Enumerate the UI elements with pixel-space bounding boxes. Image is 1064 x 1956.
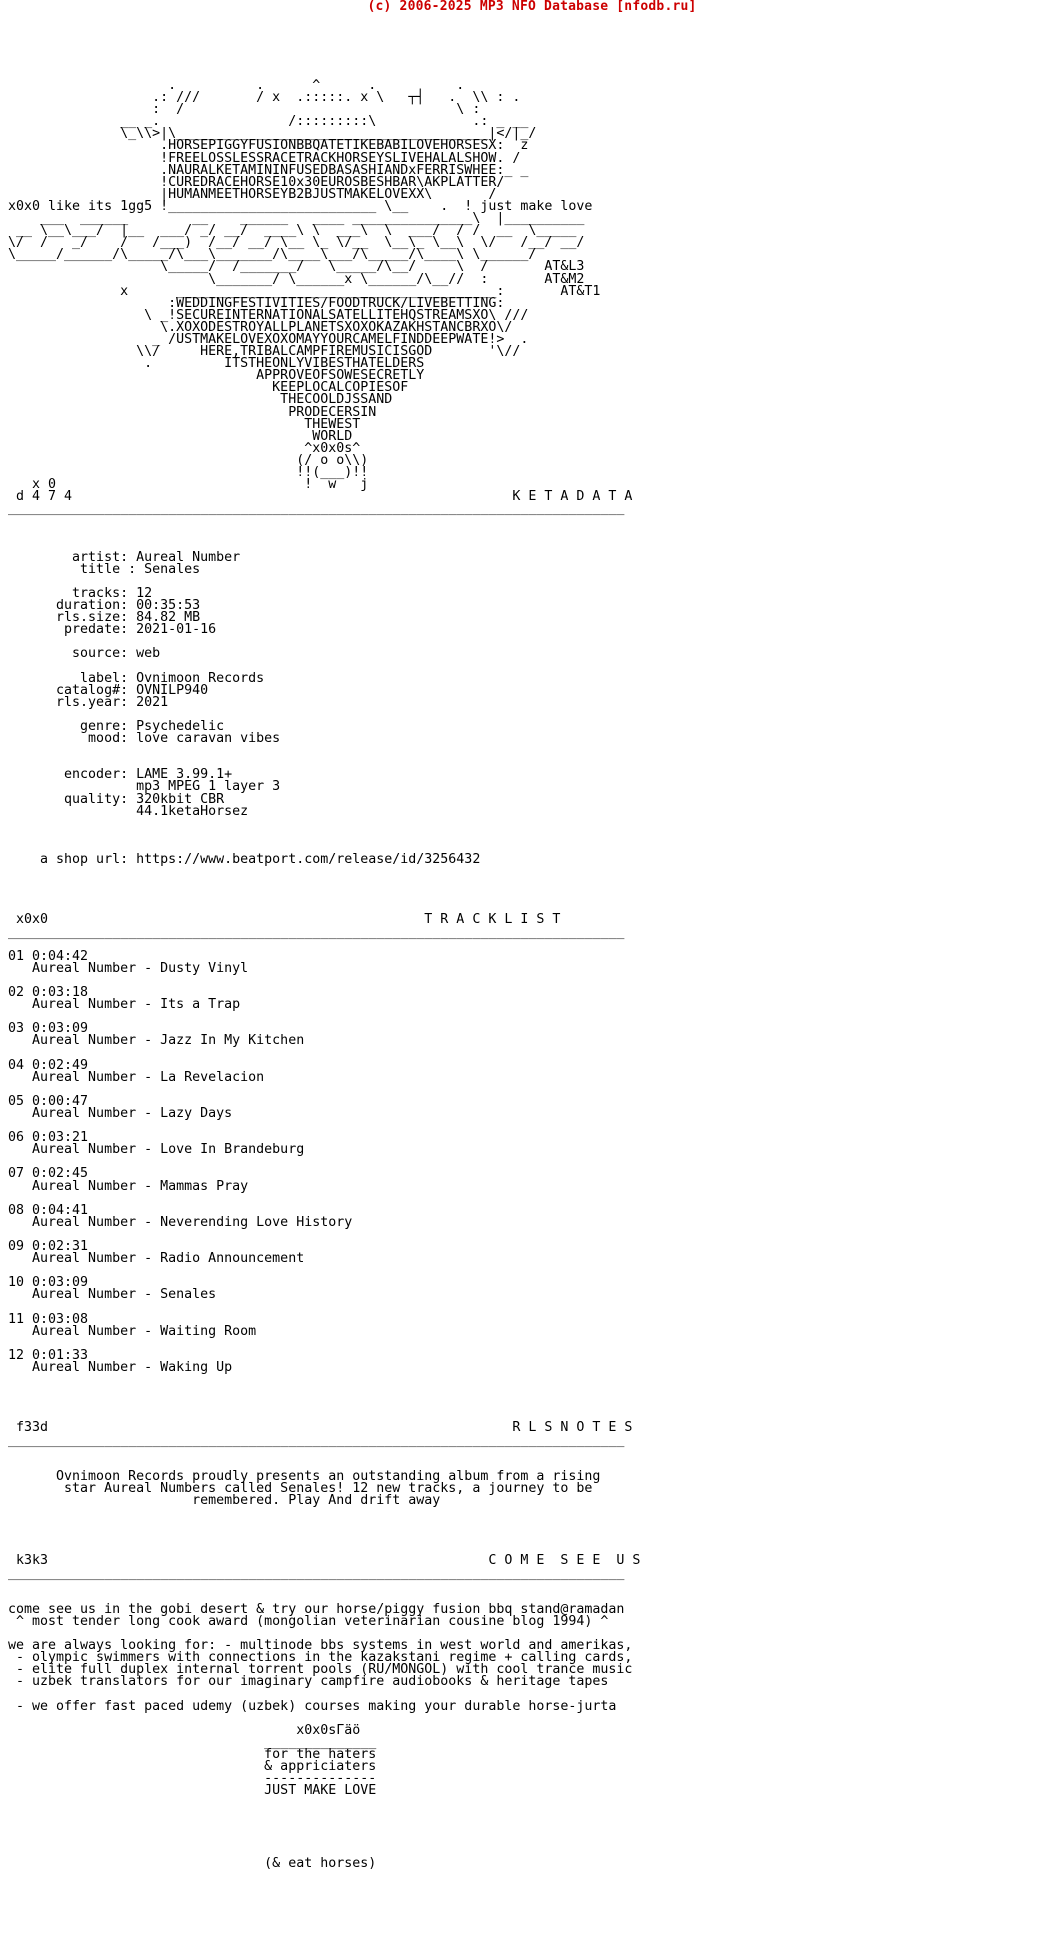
nfo-line xyxy=(8,1338,640,1350)
nfo-line xyxy=(8,1048,640,1060)
nfo-line: ___ ______ __ ______ ____ _______________\ |__________ xyxy=(8,211,585,227)
nfo-line xyxy=(8,866,640,878)
nfo-line: 10 0:03:09 xyxy=(8,1275,89,1291)
nfo-line: !CUREDRACEHORSE10x30EUROSBESHBAR\AKPLATTER/ xyxy=(8,174,505,190)
nfo-line: Aureal Number - Senales xyxy=(8,1287,217,1303)
nfo-line xyxy=(8,745,640,757)
nfo-line xyxy=(8,1301,640,1313)
nfo-line: _ /USTMAKELOVEXOXOMAYYOURCAMELFINDDEEPWATE!> . xyxy=(8,331,529,347)
nfo-line: -------------- xyxy=(8,1771,377,1787)
nfo-line xyxy=(8,939,640,951)
nfo-line: - we offer fast paced udemy (uzbek) courses making your durable horse-jurta xyxy=(8,1698,617,1714)
nfo-line xyxy=(8,1531,640,1543)
nfo-line: _____________________________________________________________________________ xyxy=(8,1565,625,1581)
nfo-line xyxy=(8,890,640,902)
nfo-line: __ _. /:::::::::\ .: _ __ xyxy=(8,114,529,130)
nfo-line: \_\\>|\_______________________________________|</|_/ xyxy=(8,126,537,142)
nfo-line: come see us in the gobi desert & try our horse/piggy fusion bbq stand@ramadan xyxy=(8,1601,625,1617)
nfo-line: \/ / _/ / /___) /__/ __/ \__ \_ \/__ \__\_ \__\ \/ /__/ __/ xyxy=(8,235,585,251)
nfo-line: Aureal Number - Love In Brandeburg xyxy=(8,1142,305,1158)
nfo-line xyxy=(8,1580,640,1592)
nfo-line: . ITSTHEONLYVIBESTHATELDERS xyxy=(8,356,425,372)
nfo-line: 12 0:01:33 xyxy=(8,1347,89,1363)
nfo-line: rls.size: 84.82 MB xyxy=(8,610,201,626)
nfo-line: tracks: 12 xyxy=(8,585,153,601)
nfo-line xyxy=(8,1447,640,1459)
nfo-line: KEEPLOCALCOPIESOF xyxy=(8,380,409,396)
nfo-line: _____________________________________________________________________________ xyxy=(8,924,625,940)
nfo-line: artist: Aureal Number xyxy=(8,549,241,565)
nfo-line: 05 0:00:47 xyxy=(8,1093,89,1109)
nfo-line: Aureal Number - Waking Up xyxy=(8,1359,233,1375)
nfo-line: _____________________________________________________________________________ xyxy=(8,501,625,517)
nfo-line: THEWEST xyxy=(8,416,361,432)
nfo-line: 04 0:02:49 xyxy=(8,1057,89,1073)
nfo-line: (& eat horses) xyxy=(8,1855,377,1871)
nfo-line: x0x0sГäö xyxy=(8,1722,361,1738)
nfo-line: x0x0 T R A C K L I S T xyxy=(8,912,561,928)
nfo-line: . . ^ . . xyxy=(8,78,465,93)
nfo-line: :WEDDINGFESTIVITIES/FOODTRUCK/LIVEBETTING: xyxy=(8,295,505,311)
nfo-line: __ \__\___/ |__ ___/ _/ __/ ____\ \ ___\ \ ___/ / / __ \_____ xyxy=(8,223,577,239)
nfo-line: _____________________________________________________________________________ xyxy=(8,1432,625,1448)
nfo-line: 11 0:03:08 xyxy=(8,1311,89,1327)
nfo-line: 08 0:04:41 xyxy=(8,1202,89,1218)
nfo-line: mood: love caravan vibes xyxy=(8,731,281,747)
nfo-line: \ _!SECUREINTERNATIONALSATELLITEHQSTREAMSXO\ /// xyxy=(8,307,529,323)
nfodb-credit: (c) 2006-2025 MP3 NFO Database [nfodb.ru] xyxy=(367,0,697,14)
nfo-line: .: /// / x .:::::. x \ ┬┤ . \\ : . xyxy=(8,90,521,106)
nfo-line: 01 0:04:42 xyxy=(8,948,89,964)
nfo-line: d 4 7 4 K E T A D A T A xyxy=(8,489,633,505)
nfo-line: Aureal Number - Waiting Room xyxy=(8,1323,257,1339)
nfo-line: label: Ovnimoon Records xyxy=(8,670,265,686)
nfo-line: \_______/ \______x \______/\__// : AT&M2 xyxy=(8,271,585,287)
nfo-line xyxy=(8,1398,640,1410)
nfo-line: quality: 320kbit CBR xyxy=(8,791,225,807)
nfo-line: 07 0:02:45 xyxy=(8,1166,89,1182)
nfo-line: f33d R L S N O T E S xyxy=(8,1420,633,1436)
nfo-line: 44.1ketaHorsez xyxy=(8,803,249,819)
nfo-line: ^ most tender long cook award (mongolian veterinarian cousine blog 1994) ^ xyxy=(8,1613,609,1629)
nfo-line: Aureal Number - Dusty Vinyl xyxy=(8,960,249,976)
nfo-line: for the haters xyxy=(8,1746,377,1762)
nfo-line xyxy=(8,1084,640,1096)
nfo-line: .HORSEPIGGYFUSIONBBQATETIKEBABILOVEHORSESX: z xyxy=(8,138,529,154)
nfo-line xyxy=(8,1229,640,1241)
nfo-line xyxy=(8,975,640,987)
nfo-line: title : Senales xyxy=(8,561,201,577)
nfo-line: WORLD xyxy=(8,428,353,444)
nfo-line xyxy=(8,515,640,527)
nfo-line: (/ o o\\) xyxy=(8,452,369,468)
nfo-line: star Aureal Numbers called Senales! 12 new tracks, a journey to be xyxy=(8,1480,593,1496)
nfo-line xyxy=(8,1120,640,1132)
nfo-line: : / \ : xyxy=(8,102,481,118)
nfo-line xyxy=(8,1822,640,1834)
nfo-text xyxy=(8,80,640,1870)
nfo-line: catalog#: OVNILP940 xyxy=(8,682,209,698)
nfo-line xyxy=(8,1156,640,1168)
nfo-line: x0x0 like its 1gg5 !__________________________ \__ . ! just make love xyxy=(8,198,593,214)
nfo-line xyxy=(8,1519,640,1531)
nfo-line: APPROVEOFSOWESECRETLY xyxy=(8,368,425,384)
nfo-line xyxy=(8,1797,640,1809)
nfo-line: THECOOLDJSSAND xyxy=(8,392,393,408)
nfo-line xyxy=(8,1193,640,1205)
nfo-line: 02 0:03:18 xyxy=(8,985,89,1001)
nfo-line xyxy=(8,1507,640,1519)
nfo-line: 06 0:03:21 xyxy=(8,1130,89,1146)
nfo-line: |HUMANMEETHORSEYB2BJUSTMAKELOVEXX\ / xyxy=(8,186,497,202)
nfo-line: ______________ xyxy=(8,1734,377,1750)
nfo-line: we are always looking for: - multinode bbs systems in west world and amerikas, xyxy=(8,1638,633,1654)
nfo-line: Aureal Number - Its a Trap xyxy=(8,997,241,1013)
nfo-line: - uzbek translators for our imaginary campfire audiobooks & heritage tapes xyxy=(8,1674,609,1690)
nfo-line: ^x0x0s^ xyxy=(8,440,361,456)
nfo-line: source: web xyxy=(8,646,161,662)
nfo-line: 03 0:03:09 xyxy=(8,1021,89,1037)
nfo-line xyxy=(8,830,640,842)
nfo-line xyxy=(8,818,640,830)
nfo-line: x ________________________________________: AT&T1 xyxy=(8,283,601,299)
nfo-line: Ovnimoon Records proudly presents an outstanding album from a rising xyxy=(8,1468,601,1484)
nfo-line xyxy=(8,1374,640,1386)
nfo-line: k3k3 C O M E S E E U S xyxy=(8,1553,641,1569)
nfo-line: mp3 MPEG 1 layer 3 xyxy=(8,779,281,795)
nfo-line: Aureal Number - Neverending Love History xyxy=(8,1214,353,1230)
nfo-line: Aureal Number - Jazz In My Kitchen xyxy=(8,1033,305,1049)
nfo-line: rls.year: 2021 xyxy=(8,694,169,710)
nfo-line: - elite full duplex internal torrent pools (RU/MONGOL) with cool trance music xyxy=(8,1662,633,1678)
nfo-line: Aureal Number - Radio Announcement xyxy=(8,1251,305,1267)
nfo-line: 09 0:02:31 xyxy=(8,1239,89,1254)
nfo-line: \_____/______/\_____/\___\_______/\____\___/\_____/\____\ \______/ xyxy=(8,247,537,263)
nfo-line: .NAURALKETAMININFUSEDBASASHIANDxFERRISWHEE:_ _ xyxy=(8,162,529,178)
nfo-line: Aureal Number - Mammas Pray xyxy=(8,1178,249,1194)
nfo-line xyxy=(8,1265,640,1277)
nfo-line: JUST MAKE LOVE xyxy=(8,1783,377,1799)
nfo-line xyxy=(8,1011,640,1023)
nfo-line: !!(___)!! xyxy=(8,465,369,480)
nfo-line xyxy=(8,527,640,539)
nfo-line: duration: 00:35:53 xyxy=(8,598,201,614)
nfo-line: x 0 ! w j xyxy=(8,477,369,493)
nfo-line xyxy=(8,878,640,890)
nfo-line: & appriciaters xyxy=(8,1759,377,1775)
nfo-line: encoder: LAME 3.99.1+ xyxy=(8,767,233,783)
nfo-line: Aureal Number - La Revelacion xyxy=(8,1069,265,1085)
nfo-line xyxy=(8,1386,640,1398)
nfo-line: predate: 2021-01-16 xyxy=(8,622,217,638)
nfo-line: PRODECERSIN xyxy=(8,404,377,420)
nfo-line xyxy=(8,1834,640,1846)
nfo-line: genre: Psychedelic xyxy=(8,718,225,734)
nfo-line: remembered. Play And drift away xyxy=(8,1492,441,1508)
nfo-line: \.XOXODESTROYALLPLANETSXOXOKAZAKHSTANCBRXO\/ xyxy=(8,319,513,335)
nfo-line xyxy=(8,1809,640,1821)
nfo-line: !FREELOSSLESSRACETRACKHORSEYSLIVEHALALSHOW. / xyxy=(8,150,521,166)
nfo-line: Aureal Number - Lazy Days xyxy=(8,1105,233,1121)
nfo-line: a shop url: https://www.beatport.com/release/id/3256432 xyxy=(8,852,481,867)
nfo-line: \_____/ /_______/ \_____/\__/ \ / AT&L3 xyxy=(8,259,585,275)
nfo-line: - olympic swimmers with connections in the kazakstani regime + calling cards, xyxy=(8,1650,633,1666)
nfo-line: \\/ HERE,TRIBALCAMPFIREMUSICISGOD '\// xyxy=(8,344,521,360)
